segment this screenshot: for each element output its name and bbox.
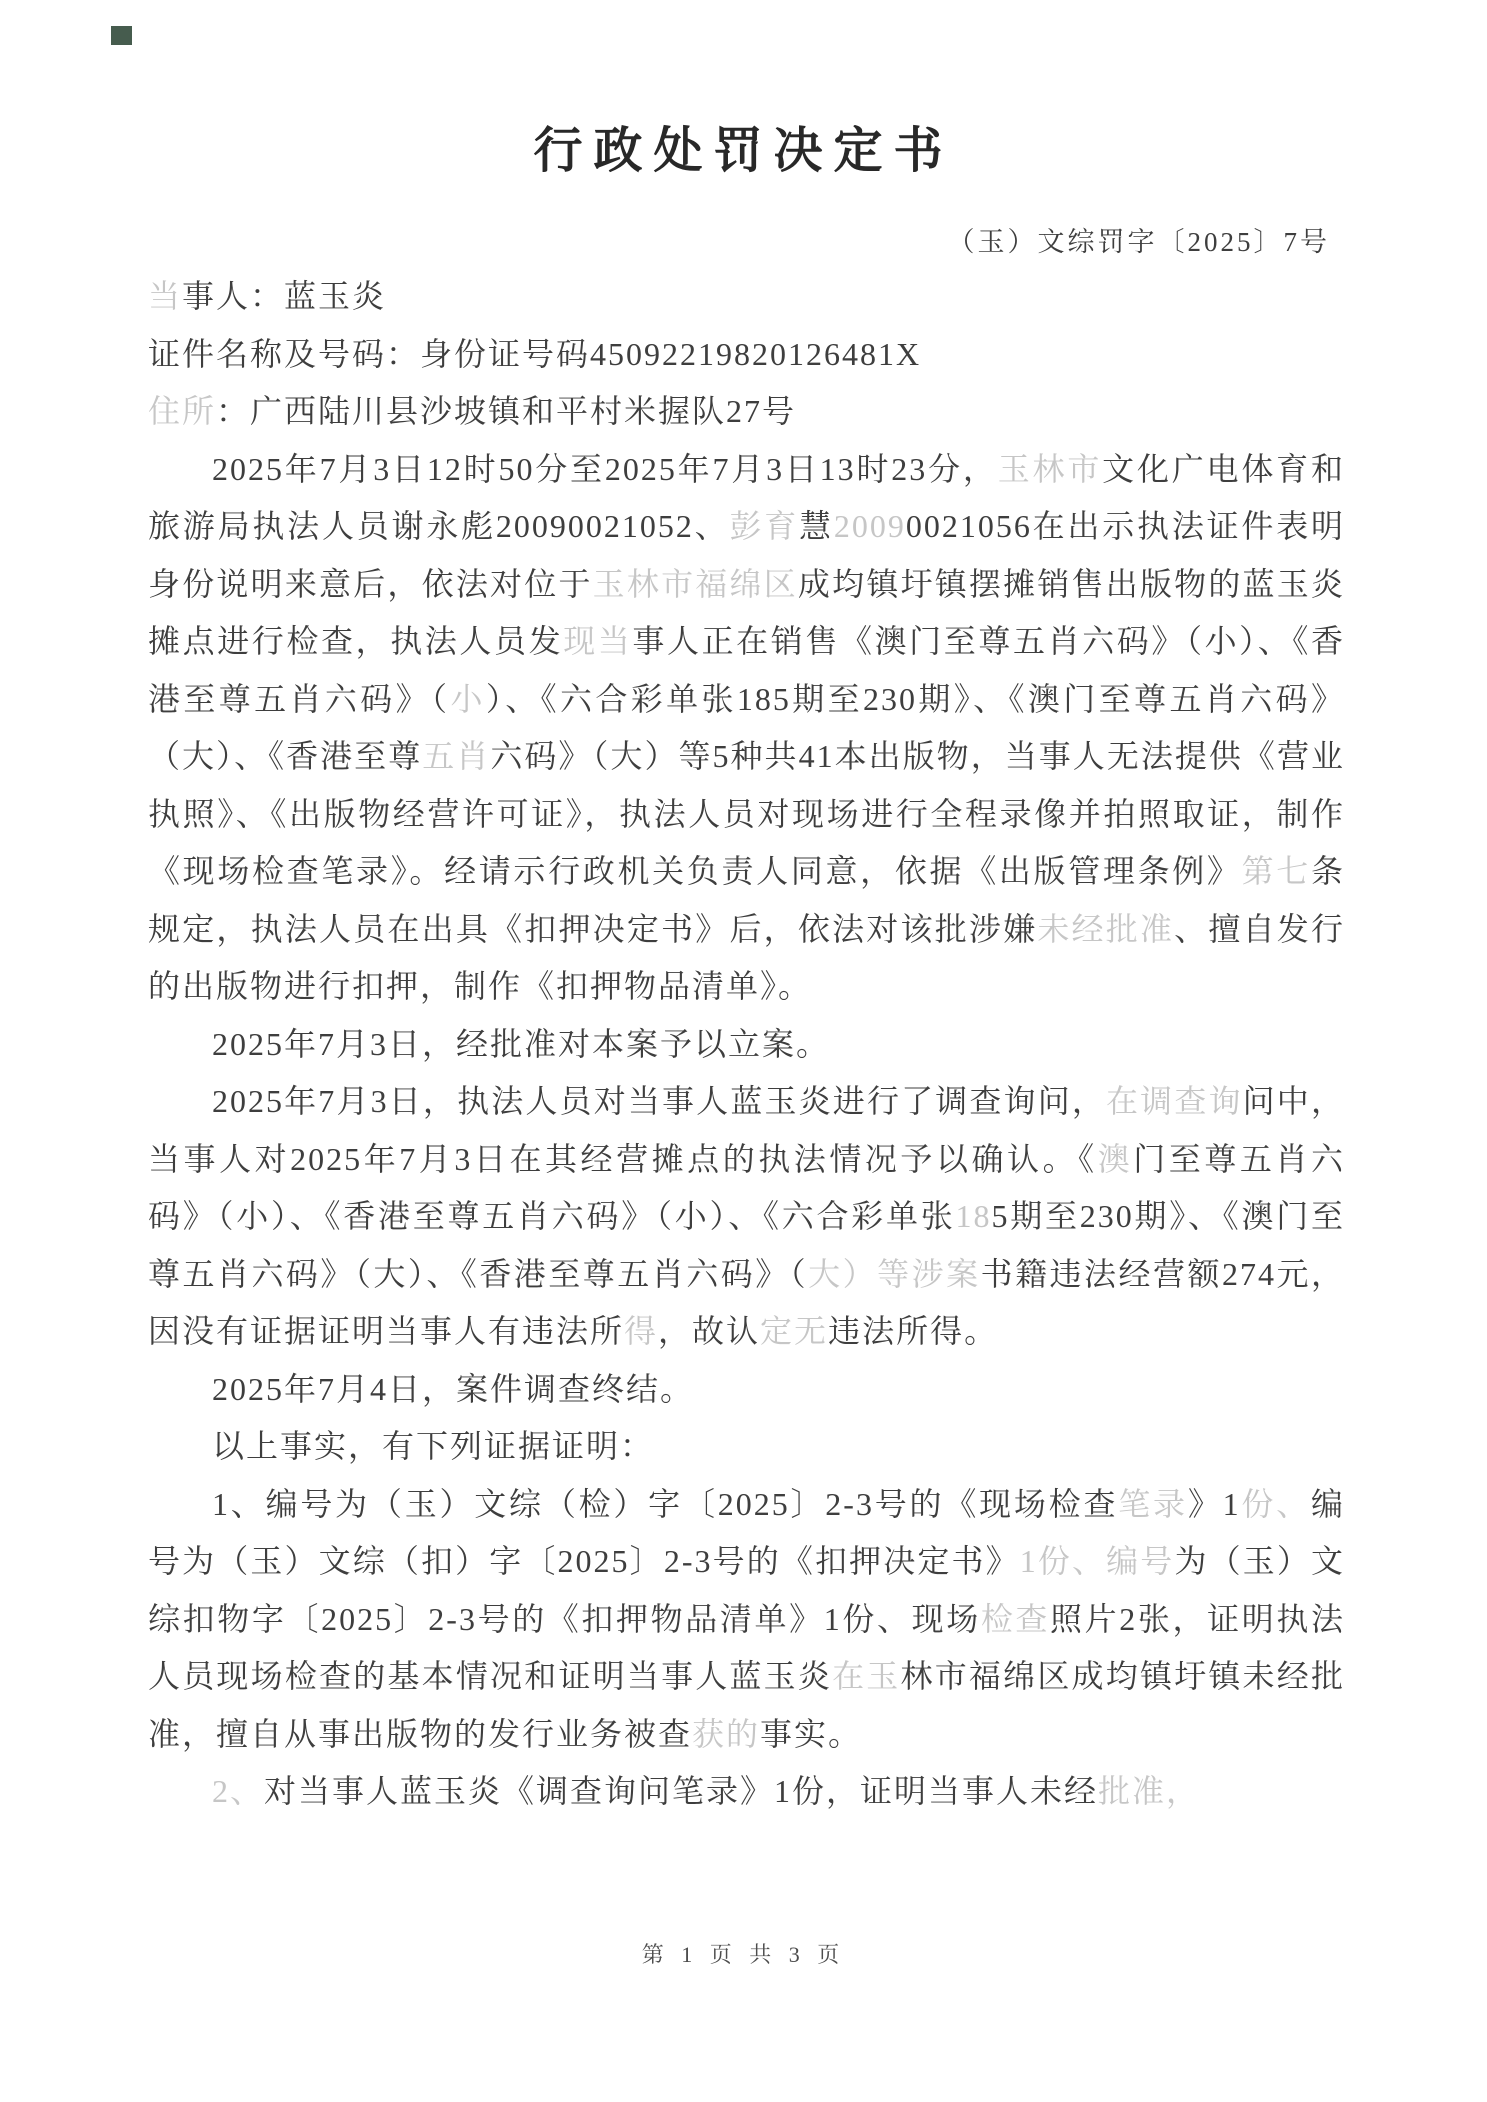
text-segment: 问中，当事人对2025年7月3日在其经营摊点的执法情况予以确认。《 [148,1083,1345,1177]
text-segment: 书籍违法经营额274元，因没有证据证明当事人有违法所 [148,1255,1345,1349]
text-segment: 慧 [799,508,834,544]
id-number-line [148,326,1345,384]
text-segment: 》1 [1187,1485,1241,1522]
text-segment: 编号为（玉）文综（扣）字〔2025〕2-3号的《扣押决定书》 [148,1485,1345,1579]
text-segment-faded: 在玉 [832,1658,901,1694]
text-segment: 为（玉）文综扣物字〔2025〕2-3号的《扣押物品清单》1份、现场 [148,1543,1345,1637]
evidence-item-1-paragraph [148,1476,1345,1764]
text-segment: 1、编号为（玉）文综（检）字〔2025〕2-3号的《现场检查 [212,1485,1119,1522]
text-segment-faded: 当 [148,278,183,314]
text-segment-faded: 18 [955,1198,992,1234]
text-segment: ：广西陆川县沙坡镇和平村米握队27号 [216,393,797,429]
evidence-intro-paragraph [148,1418,1345,1476]
text-segment: 林市福绵区成均镇圩镇未经批准，擅自从事出版物的发行业务被查 [148,1658,1345,1752]
text-segment: 条规定，执法人员在出具《扣押决定书》后，依法对该批涉嫌 [148,853,1345,947]
text-segment: 成均镇圩镇摆摊销售出版物的蓝玉炎摊点进行检查，执法人员发 [148,565,1345,659]
text-segment: 0021056在出示执法证件表明身份说明来意后，依法对位于 [148,508,1345,602]
text-segment-faded: 批准， [1098,1773,1201,1809]
text-segment: 2025年7月3日，执法人员对当事人蓝玉炎进行了调查询问， [212,1083,1107,1119]
text-segment-faded: 检查 [980,1600,1051,1637]
party-name-line [148,268,1345,326]
document-title: 行政处罚决定书 [533,123,954,178]
text-segment-faded: 2009 [833,508,906,544]
text-segment-faded: 彭育 [729,508,800,544]
scan-artifact-mark [111,26,132,45]
text-segment: 事实。 [760,1715,863,1752]
text-segment: 违法所得。 [828,1313,999,1349]
text-segment-faded: 玉林市 [997,450,1103,487]
text-segment: 对当事人蓝玉炎《调查询问笔录》1份，证明当事人未经 [264,1773,1099,1809]
text-segment-faded: 第七 [1241,853,1311,889]
text-segment: 事人正在销售《澳门至尊五肖六码》（小）、《香港至尊五肖六码》（ [148,623,1345,717]
text-segment-faded: 得 [624,1313,659,1349]
text-segment-faded: 份、 [1240,1485,1311,1522]
text-segment-faded: 住所 [148,393,217,429]
text-segment-faded: 大） [808,1255,878,1292]
case-filing-paragraph [148,1016,1345,1074]
page-number: 第 1 页 共 3 页 [641,1942,846,1967]
text-segment: 、擅自发行的出版物进行扣押，制作《扣押物品清单》。 [148,910,1345,1004]
text-segment-faded: 1份、 [1019,1543,1107,1579]
text-segment: 2025年7月3日12时50分至2025年7月3日13时23分， [212,450,998,487]
text-segment: 以上事实，有下列证据证明： [212,1428,655,1464]
text-segment-faded: 获的 [692,1715,761,1752]
document-body [148,441,1345,1821]
text-segment: 照片2张，证明执法人员现场检查的基本情况和证明当事人蓝玉炎 [148,1600,1345,1694]
text-segment-faded: 未经批准 [1037,910,1175,947]
text-segment: 证件名称及号码：身份证号码45092219820126481X [148,335,922,372]
evidence-item-2-paragraph [148,1763,1345,1821]
text-segment: 5期至230期》、《澳门至尊五肖六码》（大）、《香港至尊五肖六码》（ [148,1198,1345,1292]
address-line [148,383,1345,441]
text-segment: 六码》（大）等5种共41本出版物，当事人无法提供《营业执照》、《出版物经营许可证》，执法人员对现场进行全程录像并拍照取证，制作《现场检查笔录》。经请示行政机关负责人同意，依据《出版管理条例》 [148,738,1345,889]
text-segment-faded: 小 [450,680,486,717]
text-segment: 文化广电体育和旅游局执法人员谢永彪20090021052、 [148,450,1345,544]
text-segment: ，故认 [658,1313,761,1349]
text-segment-faded: 玉林市福绵区 [592,565,798,602]
text-segment-faded: 编号 [1106,1543,1175,1579]
text-segment-faded: 澳 [1097,1140,1134,1177]
text-segment-faded: 五肖 [422,738,491,774]
text-segment-faded: 定无 [760,1313,829,1349]
text-segment-faded: 笔录 [1118,1485,1188,1522]
party-info-block [148,268,1345,441]
text-segment-faded: 等涉案 [877,1255,981,1292]
text-segment: 2025年7月4日，案件调查终结。 [212,1370,695,1407]
inspection-paragraph [148,441,1345,1016]
text-segment-faded: 2、 [212,1773,265,1809]
text-segment-faded: 现当 [563,623,633,659]
text-segment-faded: 在调查询 [1106,1083,1243,1119]
document-number: （玉）文综罚字〔2025〕7号 [947,227,1330,257]
text-segment: 事人：蓝玉炎 [182,278,387,314]
document-content [148,268,1345,1821]
investigation-end-paragraph [148,1361,1345,1419]
inquiry-paragraph [148,1073,1345,1361]
text-segment: 门至尊五肖六码》（小）、《香港至尊五肖六码》（小）、《六合彩单张 [148,1140,1345,1234]
text-segment: 2025年7月3日，经批准对本案予以立案。 [212,1025,831,1062]
text-segment: ）、《六合彩单张185期至230期》、《澳门至尊五肖六码》（大）、《香港至尊 [148,680,1345,774]
